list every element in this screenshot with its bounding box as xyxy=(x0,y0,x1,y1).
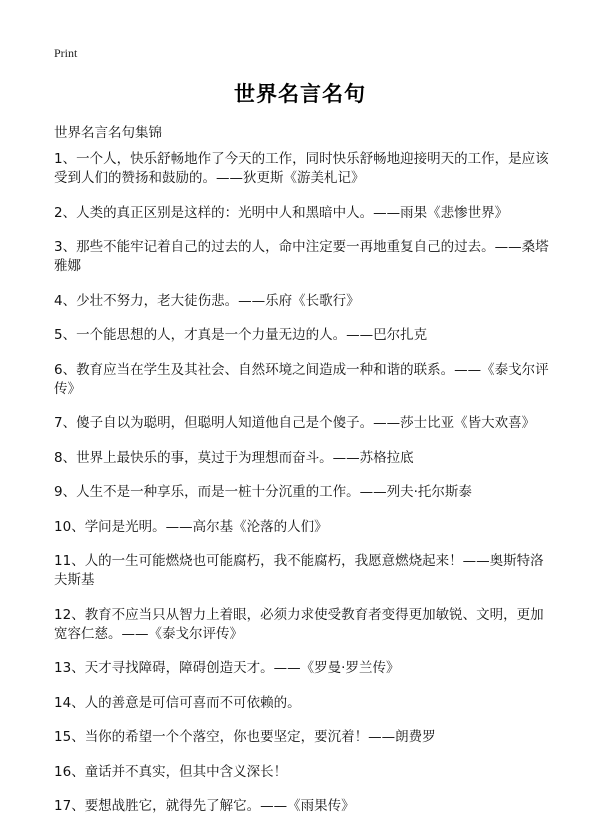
quote-number: 6 xyxy=(54,361,63,378)
quote-number: 1 xyxy=(54,151,63,167)
quote-number: 14 xyxy=(54,694,72,711)
quote-number: 5 xyxy=(54,327,63,343)
quote-item: 9、人生不是一种享乐，而是一桩十分沉重的工作。——列夫·托尔斯泰 xyxy=(54,484,472,500)
quote-number: 15 xyxy=(54,729,72,745)
quote-item: 3、那些不能牢记着自己的过去的人，命中注定要一再地重复自己的过去。——桑塔雅娜 xyxy=(54,239,549,274)
quote-number: 3 xyxy=(54,239,63,255)
quote-text: 要想战胜它，就得先了解它。——《雨果传》 xyxy=(84,798,355,814)
quote-text: 世界上最快乐的事，莫过于为理想而奋斗。——苏格拉底 xyxy=(76,449,414,466)
quote-item: 15、当你的希望一个个落空，你也要坚定，要沉着！——朗费罗 xyxy=(54,729,436,745)
quote-item: 5、一个能思想的人，才真是一个力量无边的人。——巴尔扎克 xyxy=(54,327,428,343)
quote-number: 16 xyxy=(54,763,72,780)
quote-item: 4、少壮不努力，老大徒伤悲。——乐府《长歌行》 xyxy=(54,292,360,309)
quote-number: 17 xyxy=(54,798,72,814)
quote-text: 童话并不真实，但其中含义深长！ xyxy=(84,763,288,780)
quote-list xyxy=(54,150,554,832)
print-link[interactable]: Print xyxy=(54,46,78,60)
quote-item: 8、世界上最快乐的事，莫过于为理想而奋斗。——苏格拉底 xyxy=(54,449,414,466)
quote-number: 10 xyxy=(54,518,72,535)
quote-text: 人的善意是可信可喜而不可依赖的。 xyxy=(84,694,301,711)
quote-number: 8 xyxy=(54,449,63,466)
quote-item: 6、教育应当在学生及其社会、自然环境之间造成一种和谐的联系。——《泰戈尔评传》 xyxy=(54,361,549,397)
quote-item: 16、童话并不真实，但其中含义深长！ xyxy=(54,763,288,780)
quote-text: 教育应当在学生及其社会、自然环境之间造成一种和谐的联系。——《泰戈尔评传》 xyxy=(54,361,549,397)
quote-number: 2 xyxy=(54,204,63,221)
quote-number: 7 xyxy=(54,415,63,431)
quote-text: 教育不应当只从智力上着眼，必须力求使受教育者变得更加敏锐、文明，更加宽容仁慈。——《泰戈尔评传》 xyxy=(54,606,544,642)
quote-number: 12 xyxy=(54,606,72,623)
quote-number: 11 xyxy=(54,553,72,569)
quote-item: 17、要想战胜它，就得先了解它。——《雨果传》 xyxy=(54,798,355,814)
quote-text: 一个能思想的人，才真是一个力量无边的人。——巴尔扎克 xyxy=(76,327,428,343)
quote-item: 7、傻子自以为聪明，但聪明人知道他自己是个傻子。——莎士比亚《皆大欢喜》 xyxy=(54,415,536,431)
quote-text: 天才寻找障碍，障碍创造天才。——《罗曼·罗兰传》 xyxy=(84,660,400,676)
quote-item: 14、人的善意是可信可喜而不可依赖的。 xyxy=(54,694,301,711)
quote-text: 学问是光明。——高尔基《沦落的人们》 xyxy=(84,518,328,535)
quote-text: 一个人，快乐舒畅地作了今天的工作，同时快乐舒畅地迎接明天的工作，是应该受到人们的赞扬和鼓励的。——狄更斯《游美札记》 xyxy=(54,151,549,186)
quote-item: 1、一个人，快乐舒畅地作了今天的工作，同时快乐舒畅地迎接明天的工作，是应该受到人们的赞扬和鼓励的。——狄更斯《游美札记》 xyxy=(54,151,549,186)
quote-number: 13 xyxy=(54,660,72,676)
quote-text: 人的一生可能燃烧也可能腐朽，我不能腐朽，我愿意燃烧起来！——奥斯特洛夫斯基 xyxy=(54,553,544,588)
quote-number: 4 xyxy=(54,292,63,309)
quote-text: 人类的真正区别是这样的：光明中人和黑暗中人。——雨果《悲惨世界》 xyxy=(76,204,509,221)
quote-text: 傻子自以为聪明，但聪明人知道他自己是个傻子。——莎士比亚《皆大欢喜》 xyxy=(76,415,536,431)
quote-item: 12、教育不应当只从智力上着眼，必须力求使受教育者变得更加敏锐、文明，更加宽容仁慈。——《泰戈尔评传》 xyxy=(54,606,544,642)
quote-item: 10、学问是光明。——高尔基《沦落的人们》 xyxy=(54,518,328,535)
quote-text: 人生不是一种享乐，而是一桩十分沉重的工作。——列夫·托尔斯泰 xyxy=(76,484,472,500)
quote-number: 9 xyxy=(54,484,63,500)
quote-text: 少壮不努力，老大徒伤悲。——乐府《长歌行》 xyxy=(76,292,360,309)
quote-text: 那些不能牢记着自己的过去的人，命中注定要一再地重复自己的过去。——桑塔雅娜 xyxy=(54,239,549,274)
quote-text: 当你的希望一个个落空，你也要坚定，要沉着！——朗费罗 xyxy=(84,729,436,745)
page-subtitle: 世界名言名句集锦 xyxy=(54,125,162,141)
quote-item: 11、人的一生可能燃烧也可能腐朽，我不能腐朽，我愿意燃烧起来！——奥斯特洛夫斯基 xyxy=(54,553,544,588)
quote-item: 13、天才寻找障碍，障碍创造天才。——《罗曼·罗兰传》 xyxy=(54,660,400,676)
page-title: 世界名言名句 xyxy=(234,82,366,106)
quote-item: 2、人类的真正区别是这样的：光明中人和黑暗中人。——雨果《悲惨世界》 xyxy=(54,204,509,221)
